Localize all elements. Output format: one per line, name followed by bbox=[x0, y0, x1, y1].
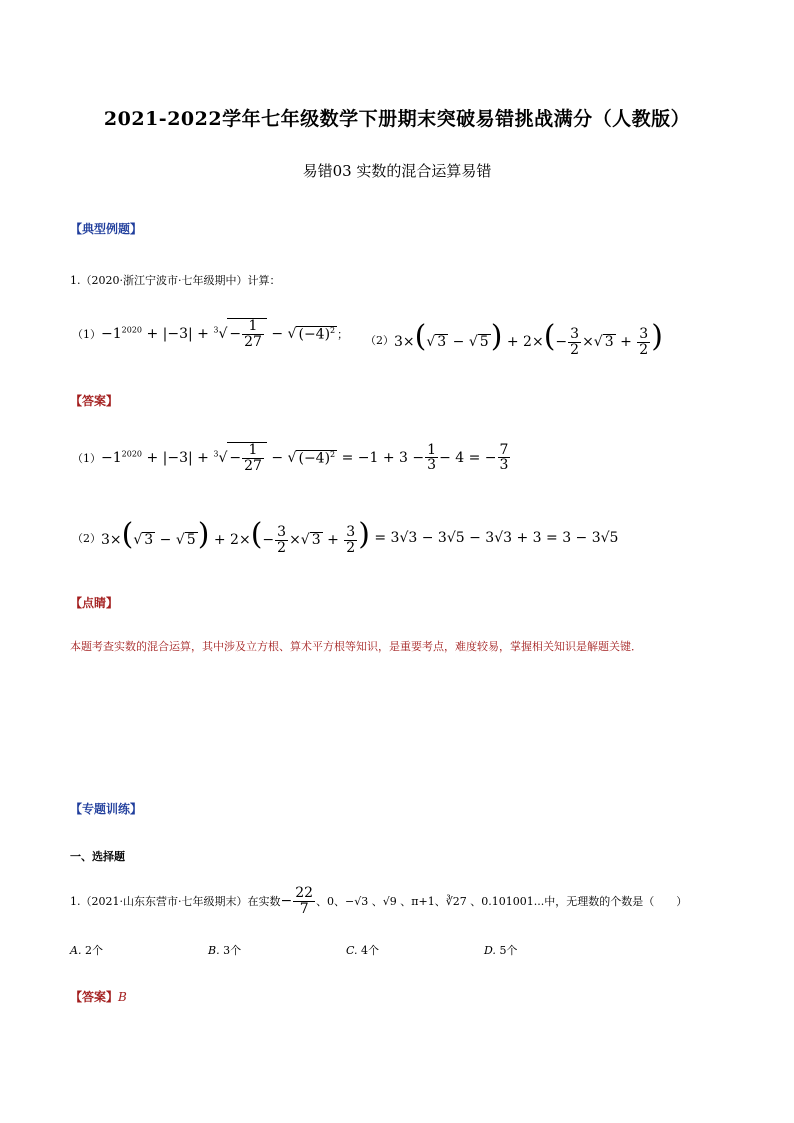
answer-formula-1: （1） $-1^{2020} + |-3| + ^3√$ − $\frac{1}{27}$ − √ $(-4)^2$ = −1 + 3 − $\frac{1}{3}$ − 4 = − $\frac{7}{3}$ bbox=[72, 441, 509, 474]
option-c-letter: C. bbox=[346, 944, 358, 957]
option-d[interactable] bbox=[484, 942, 517, 958]
formula-1-end: ； bbox=[337, 327, 349, 341]
answer-2-expr: 3×(√ 3 − √ 5) + 2×(− $\frac{3}{2}$ ×√ 3 + $\frac{3}{2}$ ) bbox=[101, 517, 370, 556]
answer-1-tail: − 4 = − bbox=[439, 449, 497, 466]
example-formula-2 bbox=[365, 319, 663, 358]
option-a-text: 2个 bbox=[84, 944, 103, 957]
option-b-text: 3个 bbox=[223, 944, 242, 957]
answer-1-expr: $-1^{2020} + |-3| + ^3√$ − $\frac{1}{27}$ − √ $(-4)^2$ bbox=[101, 442, 336, 474]
choice-question-1 bbox=[70, 886, 687, 916]
fraction-neg-22-over-7: − $\frac{22}{7}$ bbox=[280, 885, 314, 917]
choice-header: 一、选择题 bbox=[70, 850, 125, 863]
formula-2-label: （2） bbox=[365, 333, 394, 347]
question-answer-value: B bbox=[118, 990, 127, 1004]
answer-formula-2 bbox=[72, 517, 619, 556]
option-a[interactable] bbox=[70, 942, 103, 958]
option-c-text: 4个 bbox=[361, 944, 380, 957]
option-b[interactable] bbox=[208, 942, 241, 958]
answer-header: 【答案】 bbox=[70, 394, 119, 408]
example-number: 1. bbox=[70, 274, 81, 287]
comment-header: 【点睛】 bbox=[70, 596, 119, 610]
question-answer-header: 【答案】 bbox=[70, 990, 119, 1004]
answer-2-label: （2） bbox=[72, 531, 101, 545]
option-c[interactable] bbox=[346, 942, 379, 958]
question-middle: 、0、−√3 、√9 、π+1、∛27 、0.101001...中，无理数的个数是（ ） bbox=[316, 895, 688, 909]
training-section-header: 【专题训练】 bbox=[70, 802, 143, 816]
answer-1-label: （1） bbox=[72, 451, 101, 465]
option-b-letter: B. bbox=[208, 944, 220, 957]
page-subtitle: 易错03 实数的混合运算易错 bbox=[302, 162, 492, 180]
page-title: 2021-2022学年七年级数学下册期末突破易错挑战满分（人教版） bbox=[103, 108, 691, 130]
example-formula-1 bbox=[72, 318, 348, 349]
option-d-text: 5个 bbox=[499, 944, 518, 957]
formula-1-label: （1） bbox=[72, 327, 101, 341]
answer-2-result: = 3√3 − 3√5 − 3√3 + 3 = 3 − 3√5 bbox=[374, 529, 619, 546]
formula-1-expr: $-1^{2020} + |-3| + ^3√$ − $\frac{1}{27}$ − √ $(-4)^2$ bbox=[101, 318, 336, 350]
example-section-header: 【典型例题】 bbox=[70, 222, 143, 236]
formula-2-expr: 3×(√ 3 − √ 5) + 2×(− $\frac{3}{2}$ ×√ 3 + $\frac{3}{2}$ ) bbox=[394, 319, 663, 358]
question-source: （2021·山东东营市·七年级期末）在实数 bbox=[80, 895, 281, 909]
example-source: （2020·浙江宁波市·七年级期中）计算： bbox=[80, 274, 281, 287]
answer-1-result: = −1 + 3 − bbox=[341, 449, 425, 466]
comment-text: 本题考查实数的混合运算，其中涉及立方根、算术平方根等知识，是重要考点，难度较易，掌握相关知识是解题关键． bbox=[70, 640, 642, 653]
option-d-letter: D. bbox=[484, 944, 496, 957]
question-answer-line bbox=[70, 988, 127, 1005]
question-number: 1. bbox=[70, 894, 81, 908]
example-question-line bbox=[70, 272, 281, 288]
option-a-letter: A. bbox=[70, 944, 82, 957]
